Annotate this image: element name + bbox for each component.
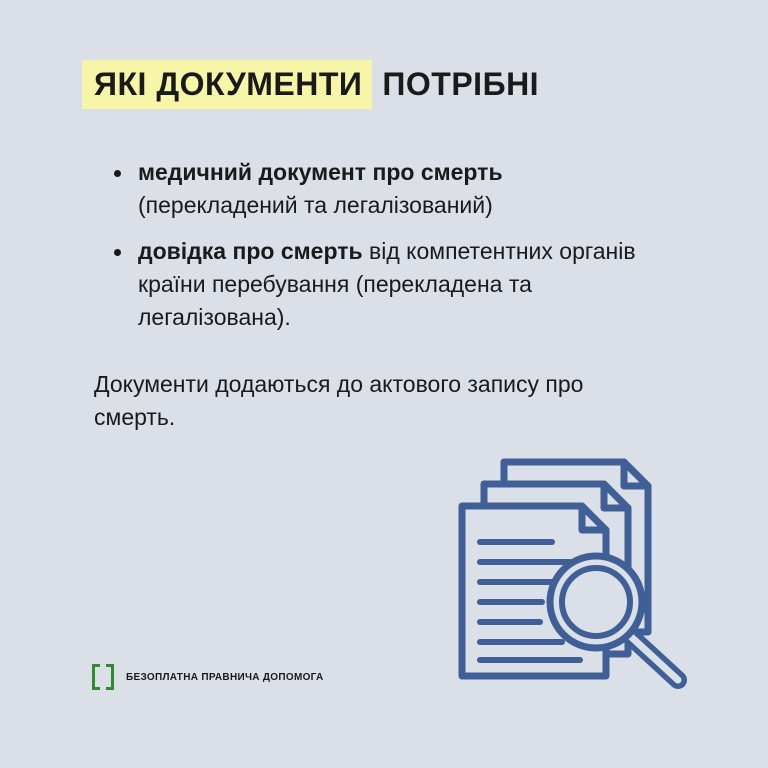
- bullet-icon: [114, 249, 121, 256]
- document-list: [112, 156, 672, 347]
- bracket-logo-icon: [92, 664, 114, 690]
- list-item: [112, 156, 672, 222]
- documents-magnifier-icon: [452, 454, 702, 694]
- note-text: Документи додаються до актового запису про смерть.: [94, 371, 584, 430]
- list-item-text: від компетентних органів країни перебування (перекладена та легалізована).: [138, 238, 636, 330]
- bullet-icon: [114, 170, 121, 177]
- title-highlight: ЯКІ ДОКУМЕНТИ: [82, 60, 372, 109]
- list-item-bold: довідка про смерть: [138, 238, 363, 264]
- page-title: [82, 60, 539, 109]
- list-item-bold: медичний документ про смерть: [138, 159, 503, 185]
- brand-logo: [92, 664, 324, 690]
- list-item: [112, 235, 672, 334]
- title-rest: ПОТРІБНІ: [382, 66, 540, 102]
- list-item-text: (перекладений та легалізований): [138, 192, 493, 218]
- brand-name: БЕЗОПЛАТНА ПРАВНИЧА ДОПОМОГА: [126, 671, 324, 683]
